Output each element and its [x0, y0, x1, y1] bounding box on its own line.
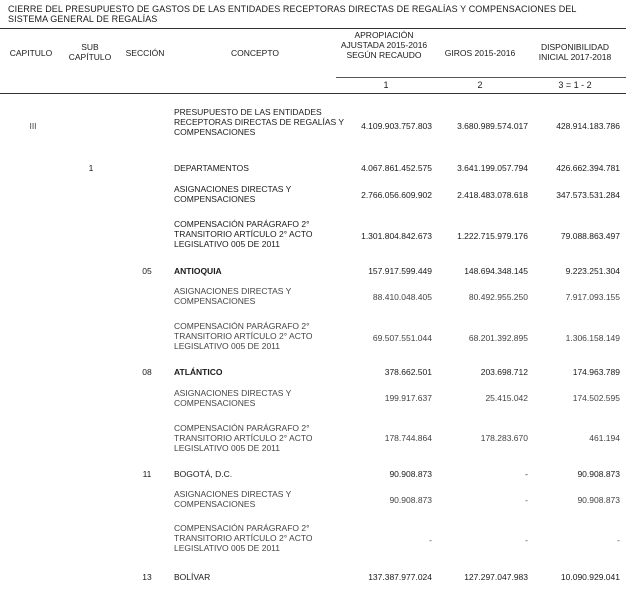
cell-seccion: 13	[142, 572, 152, 582]
document-title: CIERRE DEL PRESUPUESTO DE GASTOS DE LAS ENTIDADES RECEPTORAS DIRECTAS DE REGALÍAS Y COMPENSACIONES DEL SISTEMA GENERAL DE REGALÍAS	[8, 4, 577, 24]
cell-disponibilidad: 10.090.929.041	[560, 572, 620, 582]
cell-concepto: ASIGNACIONES DIRECTAS Y COMPENSACIONES	[174, 489, 292, 509]
cell-giros: 80.492.955.250	[468, 292, 528, 302]
header-concepto: CONCEPTO	[230, 48, 280, 58]
cell-giros: 2.418.483.078.618	[457, 190, 528, 200]
cell-disponibilidad: 174.502.595	[572, 393, 620, 403]
cell-apropiacion: 4.109.903.757.803	[361, 121, 432, 131]
cell-concepto: COMPENSACIÓN PARÁGRAFO 2° TRANSITORIO ARTÍCULO 2° ACTO LEGISLATIVO 005 DE 2011	[174, 219, 313, 249]
header-seccion: SECCIÓN	[125, 48, 165, 58]
cell-apropiacion: 69.507.551.044	[372, 333, 432, 343]
cell-giros: 203.698.712	[480, 367, 528, 377]
header-disponibilidad: DISPONIBILIDAD INICIAL 2017-2018	[538, 42, 612, 62]
cell-giros: -	[525, 495, 528, 505]
header-top-rule	[0, 28, 626, 29]
cell-disponibilidad: 461.194	[589, 433, 620, 443]
cell-concepto: DEPARTAMENTOS	[174, 163, 249, 173]
cell-apropiacion: 1.301.804.842.673	[361, 231, 432, 241]
cell-disponibilidad: 9.223.251.304	[565, 266, 620, 276]
cell-apropiacion: -	[429, 535, 432, 545]
cell-giros: -	[525, 469, 528, 479]
cell-apropiacion: 90.908.873	[389, 495, 432, 505]
cell-apropiacion: 157.917.599.449	[368, 266, 432, 276]
header-capitulo: CAPITULO	[9, 48, 53, 58]
cell-apropiacion: 90.908.873	[389, 469, 432, 479]
cell-concepto: ASIGNACIONES DIRECTAS Y COMPENSACIONES	[174, 286, 292, 306]
cell-disponibilidad: 347.573.531.284	[556, 190, 620, 200]
cell-concepto: ATLÁNTICO	[174, 367, 223, 377]
cell-apropiacion: 378.662.501	[384, 367, 432, 377]
cell-concepto: ASIGNACIONES DIRECTAS Y COMPENSACIONES	[174, 388, 292, 408]
cell-concepto: ANTIOQUIA	[174, 266, 222, 276]
cell-disponibilidad: 90.908.873	[577, 495, 620, 505]
cell-disponibilidad: 426.662.394.781	[556, 163, 620, 173]
cell-giros: 3.641.199.057.794	[457, 163, 528, 173]
header-index-giros: 2	[477, 80, 483, 90]
cell-disponibilidad: -	[617, 535, 620, 545]
cell-apropiacion: 2.766.056.609.902	[361, 190, 432, 200]
cell-giros: 3.680.989.574.017	[457, 121, 528, 131]
cell-disponibilidad: 90.908.873	[577, 469, 620, 479]
cell-capitulo: III	[29, 121, 37, 131]
header-subcapitulo: SUB CAPÍTULO	[68, 42, 112, 62]
cell-concepto: BOGOTÁ, D.C.	[174, 469, 233, 479]
cell-apropiacion: 88.410.048.405	[372, 292, 432, 302]
cell-giros: -	[525, 535, 528, 545]
cell-seccion: 08	[142, 367, 152, 377]
cell-concepto: PRESUPUESTO DE LAS ENTIDADES RECEPTORAS DIRECTAS DE REGALÍAS Y COMPENSACIONES	[174, 107, 344, 137]
cell-giros: 178.283.670	[480, 433, 528, 443]
cell-disponibilidad: 1.306.158.149	[565, 333, 620, 343]
cell-apropiacion: 199.917.637	[384, 393, 432, 403]
cell-seccion: 11	[142, 469, 152, 479]
header-index-apropiacion: 1	[383, 80, 389, 90]
cell-concepto: COMPENSACIÓN PARÁGRAFO 2° TRANSITORIO ARTÍCULO 2° ACTO LEGISLATIVO 005 DE 2011	[174, 523, 313, 553]
header-apropiacion: APROPIACIÓN AJUSTADA 2015-2016 SEGÚN RECAUDO	[340, 30, 428, 60]
cell-concepto: COMPENSACIÓN PARÁGRAFO 2° TRANSITORIO ARTÍCULO 2° ACTO LEGISLATIVO 005 DE 2011	[174, 423, 313, 453]
cell-apropiacion: 178.744.864	[384, 433, 432, 443]
cell-concepto: ASIGNACIONES DIRECTAS Y COMPENSACIONES	[174, 184, 292, 204]
cell-disponibilidad: 7.917.093.155	[565, 292, 620, 302]
cell-disponibilidad: 174.963.789	[572, 367, 620, 377]
cell-giros: 127.297.047.983	[464, 572, 528, 582]
header-giros: GIROS 2015-2016	[444, 48, 516, 58]
cell-disponibilidad: 428.914.183.786	[556, 121, 620, 131]
cell-giros: 148.694.348.145	[464, 266, 528, 276]
cell-concepto: COMPENSACIÓN PARÁGRAFO 2° TRANSITORIO ARTÍCULO 2° ACTO LEGISLATIVO 005 DE 2011	[174, 321, 313, 351]
header-mid-rule	[336, 77, 626, 78]
cell-seccion: 05	[142, 266, 152, 276]
header-bottom-rule	[0, 93, 626, 94]
cell-concepto: BOLÍVAR	[174, 572, 211, 582]
cell-giros: 1.222.715.979.176	[457, 231, 528, 241]
header-index-disponibilidad: 3 = 1 - 2	[558, 80, 592, 90]
cell-giros: 68.201.392.895	[468, 333, 528, 343]
cell-disponibilidad: 79.088.863.497	[560, 231, 620, 241]
cell-giros: 25.415.042	[485, 393, 528, 403]
cell-apropiacion: 137.387.977.024	[368, 572, 432, 582]
cell-apropiacion: 4.067.861.452.575	[361, 163, 432, 173]
cell-subcapitulo: 1	[88, 163, 94, 173]
